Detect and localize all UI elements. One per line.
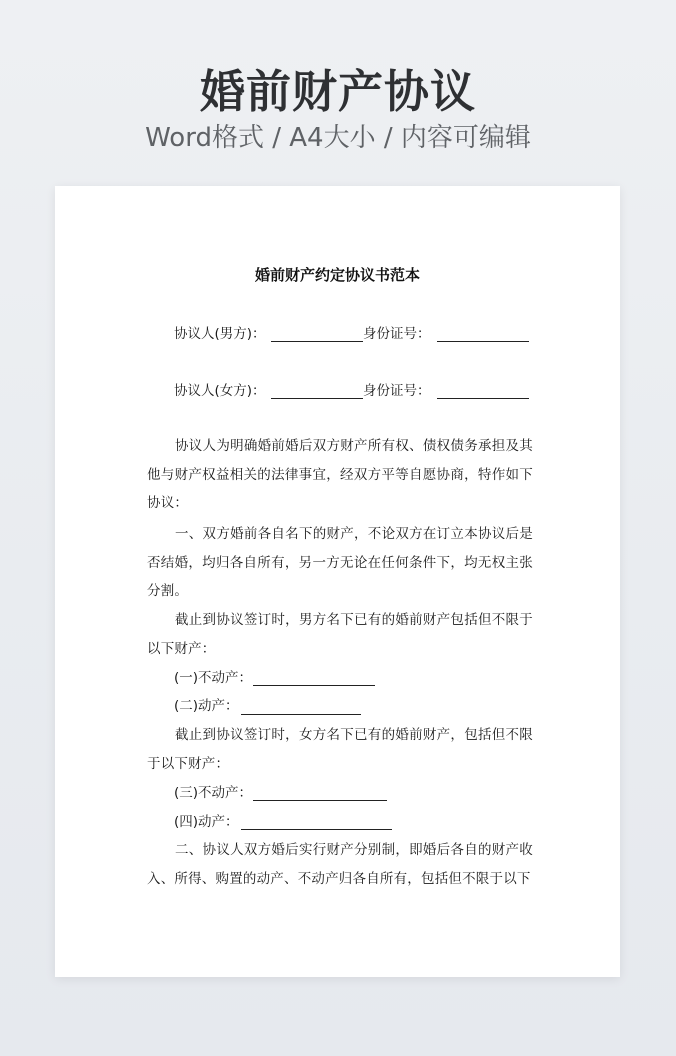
page-title: 婚前财产协议: [199, 65, 476, 118]
female-id-label: 身份证号：: [363, 383, 431, 399]
clause-1-paragraph: 一、双方婚前各自名下的财产，不论双方在订立本协议后是否结婚，均归各自所有，另一方无论在任何条件下，均无权主张分割。: [147, 526, 533, 599]
male-party-label: 协议人(男方)：: [174, 326, 266, 342]
page-subtitle: Word格式 / A4大小 / 内容可编辑: [145, 123, 531, 153]
clause-2-paragraph: 二、协议人双方婚后实行财产分别制，即婚后各自的财产收入、所得、购置的动产、不动产归各自所有，包括但不限于以下: [147, 842, 533, 887]
item-1-field[interactable]: [253, 685, 375, 686]
female-id-field[interactable]: [437, 398, 529, 399]
female-party-label: 协议人(女方)：: [174, 383, 266, 399]
item-3-label: (三)不动产：: [174, 785, 253, 801]
item-2-field[interactable]: [241, 714, 361, 715]
item-4-label: (四)动产：: [174, 814, 239, 830]
intro-paragraph: 协议人为明确婚前婚后双方财产所有权、债权债务承担及其他与财产权益相关的法律事宜，经双方平等自愿协商，特作如下协议：: [147, 438, 533, 511]
male-id-field[interactable]: [437, 341, 529, 342]
male-property-paragraph: 截止到协议签订时，男方名下已有的婚前财产包括但不限于以下财产：: [147, 612, 533, 657]
document-page: [55, 186, 620, 977]
item-4-field[interactable]: [241, 829, 392, 830]
item-2-label: (二)动产：: [174, 698, 239, 714]
document-title: 婚前财产约定协议书范本: [254, 266, 420, 284]
item-1-label: (一)不动产：: [174, 670, 253, 686]
male-id-label: 身份证号：: [363, 326, 431, 342]
female-property-paragraph: 截止到协议签订时，女方名下已有的婚前财产，包括但不限于以下财产：: [147, 727, 533, 772]
female-name-field[interactable]: [271, 398, 363, 399]
item-3-field[interactable]: [253, 800, 387, 801]
male-name-field[interactable]: [271, 341, 363, 342]
